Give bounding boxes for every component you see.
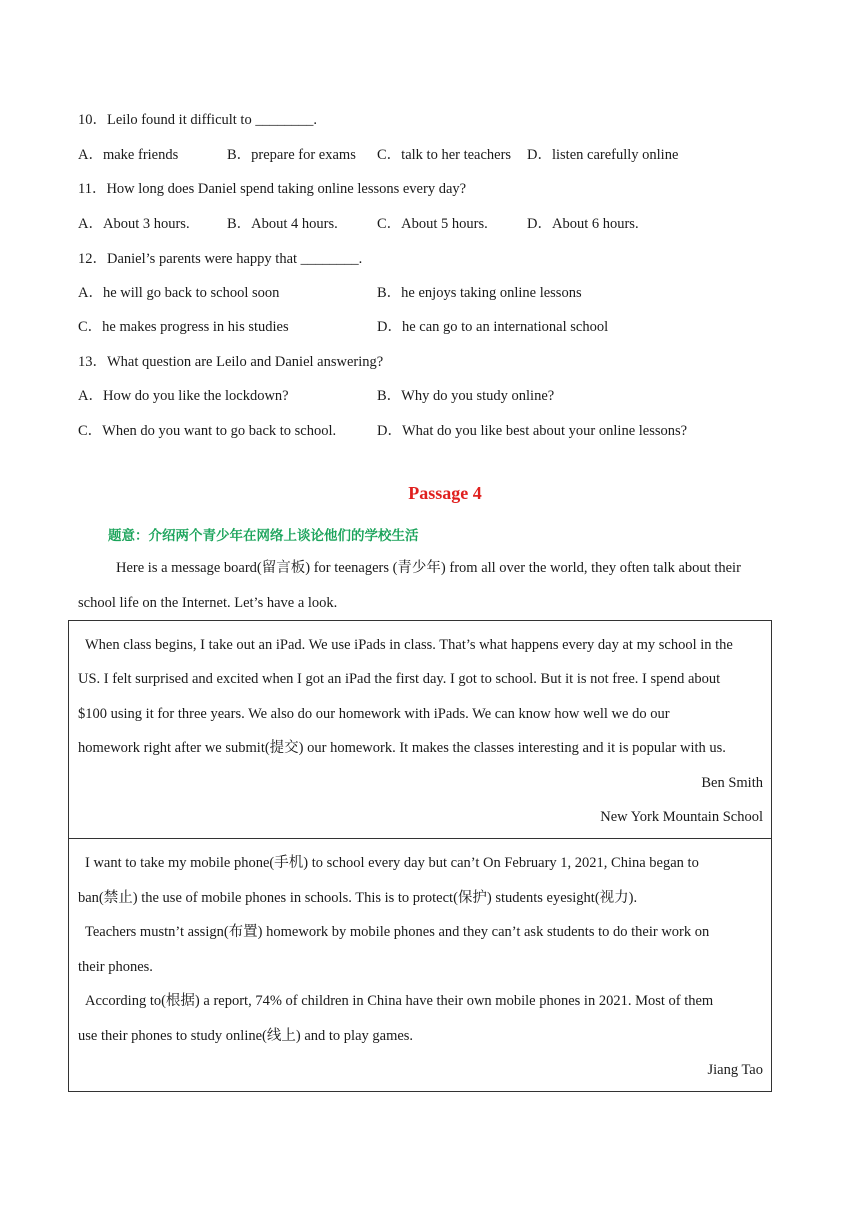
q10-option-a: A．make friends bbox=[78, 147, 179, 163]
question-10-stem: 10．Leilo found it difficult to ________. bbox=[78, 112, 317, 128]
q13-option-c: C．When do you want to go back to school. bbox=[78, 423, 337, 439]
q11-option-a: A．About 3 hours. bbox=[78, 216, 190, 232]
message-1-line-2: US. I felt surprised and excited when I got an iPad the first day. I got to school. But it is not free. I spend about bbox=[78, 671, 721, 687]
message-2-line-5: According to(根据) a report, 74% of children in China have their own mobile phones in 2021. Most of them bbox=[85, 993, 714, 1009]
q12-option-a: A．he will go back to school soon bbox=[78, 285, 280, 301]
message-2-author: Jiang Tao bbox=[707, 1062, 763, 1078]
q12-option-b: B．he enjoys taking online lessons bbox=[377, 285, 582, 301]
q10-option-b: B．prepare for exams bbox=[227, 147, 356, 163]
message-1-line-3: $100 using it for three years. We also do our homework with iPads. We can know how well we do our bbox=[78, 706, 670, 722]
message-1-author: Ben Smith bbox=[701, 775, 763, 791]
message-2-line-6: use their phones to study online(线上) and to play games. bbox=[78, 1028, 414, 1044]
message-1-school: New York Mountain School bbox=[600, 809, 763, 825]
question-11-stem: 11．How long does Daniel spend taking online lessons every day? bbox=[78, 181, 467, 197]
q11-option-d: D．About 6 hours. bbox=[527, 216, 639, 232]
message-box-jiang-tao bbox=[68, 838, 772, 1092]
question-13-stem: 13．What question are Leilo and Daniel answering? bbox=[78, 354, 384, 370]
q12-option-d: D．he can go to an international school bbox=[377, 319, 609, 335]
q13-option-d: D．What do you like best about your online lessons? bbox=[377, 423, 688, 439]
q13-option-b: B．Why do you study online? bbox=[377, 388, 555, 404]
message-2-line-3: Teachers mustn’t assign(布置) homework by mobile phones and they can’t ask students to do their work on bbox=[85, 924, 710, 940]
q13-option-a: A．How do you like the lockdown? bbox=[78, 388, 289, 404]
message-2-line-2: ban(禁止) the use of mobile phones in schools. This is to protect(保护) students eyesight(视力). bbox=[78, 890, 638, 906]
q10-option-c: C．talk to her teachers bbox=[377, 147, 512, 163]
message-2-line-1: I want to take my mobile phone(手机) to school every day but can’t On February 1, 2021, China began to bbox=[85, 855, 699, 871]
q12-option-c: C．he makes progress in his studies bbox=[78, 319, 289, 335]
message-1-line-1: When class begins, I take out an iPad. We use iPads in class. That’s what happens every day at my school in the bbox=[85, 637, 733, 653]
passage-gist: 题意：介绍两个青少年在网络上谈论他们的学校生活 bbox=[108, 528, 419, 544]
q11-option-b: B．About 4 hours. bbox=[227, 216, 338, 232]
question-12-stem: 12．Daniel’s parents were happy that ________. bbox=[78, 251, 363, 267]
message-2-line-4: their phones. bbox=[78, 959, 153, 975]
passage-intro-line-1: Here is a message board(留言板) for teenagers (青少年) from all over the world, they often talk about their bbox=[116, 560, 741, 576]
message-1-line-4: homework right after we submit(提交) our homework. It makes the classes interesting and it is popular with us. bbox=[78, 740, 726, 756]
passage-title: Passage 4 bbox=[408, 483, 482, 503]
passage-intro-line-2: school life on the Internet. Let’s have a look. bbox=[78, 595, 338, 611]
q11-option-c: C．About 5 hours. bbox=[377, 216, 488, 232]
message-box-ben-smith bbox=[68, 620, 772, 839]
q10-option-d: D．listen carefully online bbox=[527, 147, 679, 163]
